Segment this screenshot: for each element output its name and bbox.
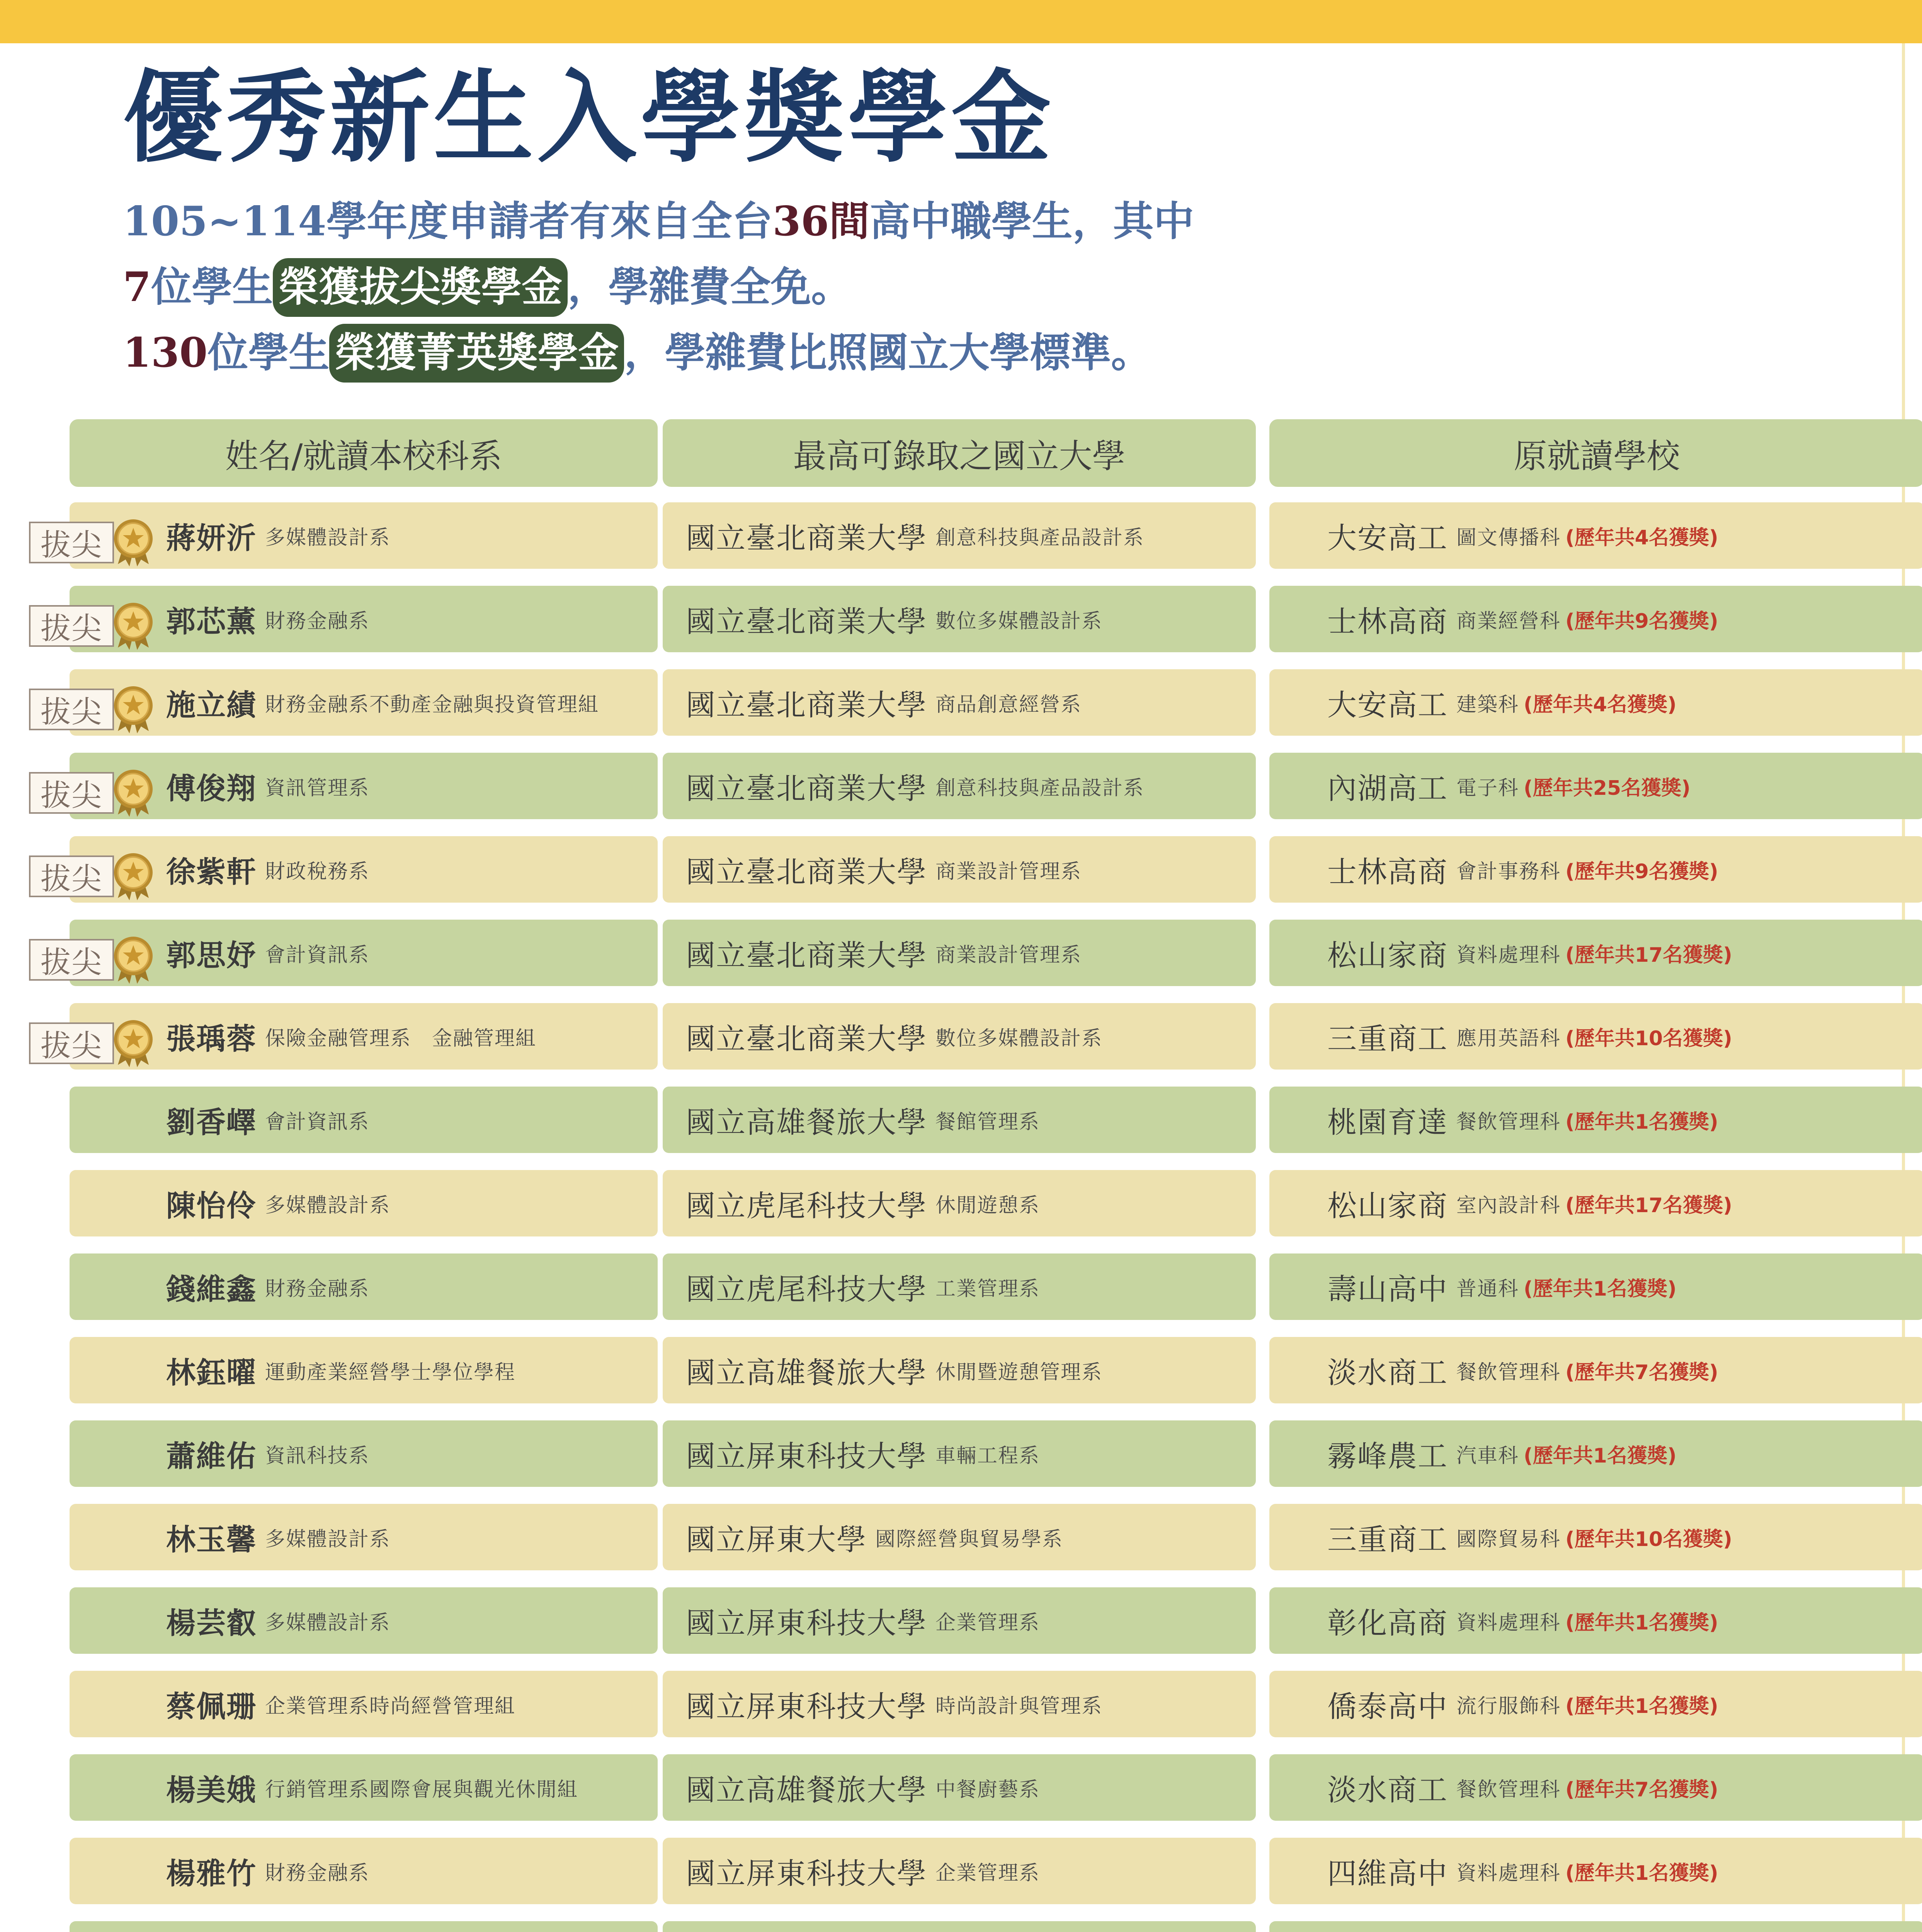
cell-original-school: [1269, 1838, 1922, 1904]
top-award-badge: [29, 516, 159, 569]
school-dept: 資料處理科: [1456, 943, 1561, 967]
cell-name-dept: [70, 1921, 658, 1932]
intro-school-count: 36: [772, 197, 829, 245]
intro-text: 高中職學生，其中: [869, 197, 1194, 245]
cell-name-dept: [70, 1504, 658, 1570]
student-dept: 會計資訊系: [265, 943, 370, 967]
school-name: 壽山高中: [1327, 1272, 1448, 1306]
university-dept: 數位多媒體設計系: [935, 609, 1103, 633]
school-name: 內湖高工: [1327, 771, 1448, 806]
award-count: (歷年共7名獲獎): [1565, 1361, 1718, 1384]
university-dept: 商業設計管理系: [935, 860, 1082, 883]
cell-name-dept: [70, 1838, 658, 1904]
intro-text: ，學雜費比照國立大學標準。: [624, 328, 1152, 376]
school-name: 松山家商: [1327, 938, 1448, 973]
student-dept: 財政稅務系: [265, 860, 370, 883]
university-dept: 工業管理系: [935, 1277, 1040, 1301]
university-dept: 商業設計管理系: [935, 943, 1082, 967]
student-dept: 企業管理系時尚經營管理組: [265, 1694, 516, 1718]
student-name: 傅俊翔: [166, 771, 257, 806]
school-dept: 會計事務科: [1456, 860, 1561, 883]
cell-original-school: [1269, 1087, 1922, 1153]
cell-original-school: [1269, 502, 1922, 569]
school-dept: 資料處理科: [1456, 1611, 1561, 1634]
cell-name-dept: [70, 1253, 658, 1320]
university-name: 國立高雄餐旅大學: [686, 1105, 927, 1139]
school-dept: 室內設計科: [1456, 1194, 1561, 1217]
school-dept: 汽車科: [1456, 1444, 1519, 1468]
university-name: 國立高雄餐旅大學: [686, 1772, 927, 1807]
medal-icon: [108, 934, 159, 986]
medal-icon: [108, 600, 159, 652]
student-dept: 行銷管理系國際會展與觀光休閒組: [265, 1778, 578, 1801]
cell-university: [663, 753, 1256, 819]
intro-text: ，學雜費全免。: [568, 263, 852, 311]
school-name: 士林高商: [1327, 604, 1448, 639]
award-count: (歷年共25名獲獎): [1524, 776, 1691, 800]
university-name: 國立屏東科技大學: [686, 1439, 927, 1473]
university-dept: 創意科技與產品設計系: [935, 776, 1145, 800]
award-count: (歷年共10名獲獎): [1565, 1027, 1732, 1050]
student-dept: 多媒體設計系: [265, 1611, 391, 1634]
school-dept: 商業經營科: [1456, 609, 1561, 633]
award-count: (歷年共1名獲獎): [1524, 1444, 1677, 1468]
award-count: (歷年共9名獲獎): [1565, 609, 1718, 633]
school-dept: 電子科: [1456, 776, 1519, 800]
university-name: 國立臺北商業大學: [686, 687, 927, 722]
university-dept: 商品創意經營系: [935, 693, 1082, 716]
cell-university: [663, 1253, 1256, 1320]
intro-highlight: 榮獲菁英獎學金: [329, 324, 624, 383]
student-name: 楊美娥: [166, 1772, 257, 1807]
award-count: (歷年共4名獲獎): [1565, 526, 1718, 549]
cell-name-dept: [70, 1671, 658, 1737]
university-name: 國立屏東科技大學: [686, 1856, 927, 1891]
student-name: 蔣妍沂: [166, 520, 257, 555]
student-name: 陳怡伶: [166, 1188, 257, 1223]
intro-line-2: [123, 263, 852, 311]
cell-name-dept: [70, 1587, 658, 1654]
university-dept: 中餐廚藝系: [935, 1778, 1040, 1801]
intro-text: 間: [829, 197, 870, 245]
university-dept: 休閒遊憩系: [935, 1194, 1040, 1217]
medal-icon: [108, 850, 159, 903]
intro-text: 位學生: [151, 263, 273, 311]
university-dept: 數位多媒體設計系: [935, 1027, 1103, 1050]
cell-name-dept: [70, 1420, 658, 1487]
university-name: 國立虎尾科技大學: [686, 1272, 927, 1306]
top-award-badge: [29, 934, 159, 986]
header-original-school: 原就讀學校: [1269, 419, 1922, 487]
cell-original-school: [1269, 1754, 1922, 1821]
top-band: [0, 0, 1922, 43]
university-name: 國立屏東科技大學: [686, 1605, 927, 1640]
award-count: (歷年共1名獲獎): [1565, 1611, 1718, 1634]
cell-original-school: [1269, 586, 1922, 652]
intro-text: 位學生: [208, 328, 330, 376]
medal-icon: [108, 683, 159, 736]
university-name: 國立高雄餐旅大學: [686, 1355, 927, 1390]
student-dept: 財務金融系: [265, 1861, 370, 1885]
award-count: (歷年共10名獲獎): [1565, 1527, 1732, 1551]
cell-university: [663, 1420, 1256, 1487]
university-name: 國立虎尾科技大學: [686, 1188, 927, 1223]
cell-name-dept: [70, 1087, 658, 1153]
cell-university: [663, 586, 1256, 652]
badge-label: 拔尖: [29, 772, 114, 814]
university-name: 國立臺北商業大學: [686, 771, 927, 806]
student-name: 郭思妤: [166, 938, 257, 973]
school-dept: 資料處理科: [1456, 1861, 1561, 1885]
student-name: 蔡佩珊: [166, 1689, 257, 1724]
school-dept: 餐飲管理科: [1456, 1361, 1561, 1384]
school-dept: 國際貿易科: [1456, 1527, 1561, 1551]
top-award-badge: [29, 850, 159, 903]
school-name: 三重商工: [1327, 1021, 1448, 1056]
intro-text: 學年度申請者有來自全台: [326, 197, 773, 245]
student-dept: 多媒體設計系: [265, 1194, 391, 1217]
badge-label: 拔尖: [29, 605, 114, 647]
medal-icon: [108, 516, 159, 569]
student-dept: 資訊科技系: [265, 1444, 370, 1468]
cell-original-school: [1269, 753, 1922, 819]
badge-label: 拔尖: [29, 855, 114, 897]
student-dept: 保險金融管理系 金融管理組: [265, 1027, 537, 1050]
student-name: 劉香嶧: [166, 1105, 257, 1139]
university-dept: 企業管理系: [935, 1861, 1040, 1885]
cell-original-school: [1269, 836, 1922, 903]
school-name: 淡水商工: [1327, 1772, 1448, 1807]
cell-university: [663, 1087, 1256, 1153]
student-name: 楊雅竹: [166, 1856, 257, 1891]
student-name: 施立績: [166, 687, 257, 722]
university-dept: 時尚設計與管理系: [935, 1694, 1103, 1718]
student-name: 錢維鑫: [166, 1272, 257, 1306]
school-name: 松山家商: [1327, 1188, 1448, 1223]
university-dept: 餐館管理系: [935, 1110, 1040, 1134]
page-title: 優秀新生入學獎學金: [123, 59, 1055, 176]
header-university: 最高可錄取之國立大學: [663, 419, 1256, 487]
university-dept: 企業管理系: [935, 1611, 1040, 1634]
school-dept: 餐飲管理科: [1456, 1110, 1561, 1134]
header-name-dept: 姓名/就讀本校科系: [70, 419, 658, 487]
cell-university: [663, 669, 1256, 736]
school-name: 霧峰農工: [1327, 1439, 1448, 1473]
student-name: 徐紫軒: [166, 854, 257, 889]
cell-original-school: [1269, 1170, 1922, 1236]
school-name: 桃園育達: [1327, 1105, 1448, 1139]
top-award-badge: [29, 767, 159, 819]
medal-icon: [108, 1017, 159, 1070]
award-count: (歷年共1名獲獎): [1565, 1110, 1718, 1134]
university-name: 國立臺北商業大學: [686, 938, 927, 973]
university-name: 國立屏東大學: [686, 1522, 867, 1557]
school-name: 三重商工: [1327, 1522, 1448, 1557]
cell-university: [663, 836, 1256, 903]
university-dept: 休閒暨遊憩管理系: [935, 1361, 1103, 1384]
student-dept: 財務金融系: [265, 1277, 370, 1301]
award-count: (歷年共17名獲獎): [1565, 1194, 1732, 1217]
university-name: 國立屏東科技大學: [686, 1689, 927, 1724]
top-award-badge: [29, 600, 159, 652]
intro-years: 105~114: [123, 197, 327, 245]
award-count: (歷年共4名獲獎): [1524, 693, 1677, 716]
cell-original-school: [1269, 1253, 1922, 1320]
badge-label: 拔尖: [29, 689, 114, 730]
intro-elite-count: 130: [123, 328, 208, 376]
student-dept: 多媒體設計系: [265, 526, 391, 549]
school-name: 士林高商: [1327, 854, 1448, 889]
student-dept: 運動產業經營學士學位學程: [265, 1361, 516, 1384]
university-dept: 車輛工程系: [935, 1444, 1040, 1468]
school-dept: 餐飲管理科: [1456, 1778, 1561, 1801]
cell-university: [663, 1337, 1256, 1403]
award-count: (歷年共1名獲獎): [1524, 1277, 1677, 1301]
university-name: 國立臺北商業大學: [686, 854, 927, 889]
university-name: 國立臺北商業大學: [686, 1021, 927, 1056]
cell-original-school: [1269, 1587, 1922, 1654]
cell-original-school: [1269, 920, 1922, 986]
cell-name-dept: [70, 1754, 658, 1821]
student-dept: 會計資訊系: [265, 1110, 370, 1134]
cell-university: [663, 1754, 1256, 1821]
intro-line-1: [123, 197, 1194, 245]
cell-name-dept: [70, 1337, 658, 1403]
cell-original-school: [1269, 1003, 1922, 1070]
cell-original-school: [1269, 669, 1922, 736]
student-dept: 財務金融系: [265, 609, 370, 633]
school-dept: 應用英語科: [1456, 1027, 1561, 1050]
university-name: 國立臺北商業大學: [686, 604, 927, 639]
student-dept: 財務金融系不動產金融與投資管理組: [265, 693, 599, 716]
award-count: (歷年共17名獲獎): [1565, 943, 1732, 967]
top-award-badge: [29, 683, 159, 736]
cell-university: [663, 1921, 1256, 1932]
award-count: (歷年共9名獲獎): [1565, 860, 1718, 883]
cell-original-school: [1269, 1420, 1922, 1487]
cell-university: [663, 1671, 1256, 1737]
student-name: 郭芯薰: [166, 604, 257, 639]
student-name: 蕭維佑: [166, 1439, 257, 1473]
intro-line-3: [123, 328, 1152, 376]
cell-original-school: [1269, 1337, 1922, 1403]
cell-original-school: [1269, 1921, 1922, 1932]
cell-name-dept: [70, 1170, 658, 1236]
university-dept: 國際經營與貿易學系: [875, 1527, 1063, 1551]
award-count: (歷年共1名獲獎): [1565, 1694, 1718, 1718]
university-name: 國立臺北商業大學: [686, 520, 927, 555]
school-dept: 圖文傳播科: [1456, 526, 1561, 549]
student-dept: 多媒體設計系: [265, 1527, 391, 1551]
cell-university: [663, 1170, 1256, 1236]
school-dept: 流行服飾科: [1456, 1694, 1561, 1718]
cell-university: [663, 1838, 1256, 1904]
cell-original-school: [1269, 1671, 1922, 1737]
student-name: 林鈺曜: [166, 1355, 257, 1390]
cell-university: [663, 502, 1256, 569]
student-name: 張瑀蓉: [166, 1021, 257, 1056]
badge-label: 拔尖: [29, 939, 114, 981]
student-name: 林玉馨: [166, 1522, 257, 1557]
school-name: 僑泰高中: [1327, 1689, 1448, 1724]
award-count: (歷年共7名獲獎): [1565, 1778, 1718, 1801]
university-dept: 創意科技與產品設計系: [935, 526, 1145, 549]
school-dept: 建築科: [1456, 693, 1519, 716]
cell-university: [663, 1003, 1256, 1070]
school-dept: 普通科: [1456, 1277, 1519, 1301]
student-name: 楊芸叡: [166, 1605, 257, 1640]
badge-label: 拔尖: [29, 522, 114, 563]
award-count: (歷年共1名獲獎): [1565, 1861, 1718, 1885]
school-name: 大安高工: [1327, 687, 1448, 722]
cell-university: [663, 1587, 1256, 1654]
top-award-badge: [29, 1017, 159, 1070]
medal-icon: [108, 767, 159, 819]
cell-original-school: [1269, 1504, 1922, 1570]
school-name: 彰化高商: [1327, 1605, 1448, 1640]
intro-top-count: 7: [123, 263, 151, 311]
school-name: 大安高工: [1327, 520, 1448, 555]
student-dept: 資訊管理系: [265, 776, 370, 800]
intro-highlight: 榮獲拔尖獎學金: [273, 258, 568, 317]
cell-university: [663, 1504, 1256, 1570]
school-name: 四維高中: [1327, 1856, 1448, 1891]
badge-label: 拔尖: [29, 1022, 114, 1064]
cell-university: [663, 920, 1256, 986]
school-name: 淡水商工: [1327, 1355, 1448, 1390]
